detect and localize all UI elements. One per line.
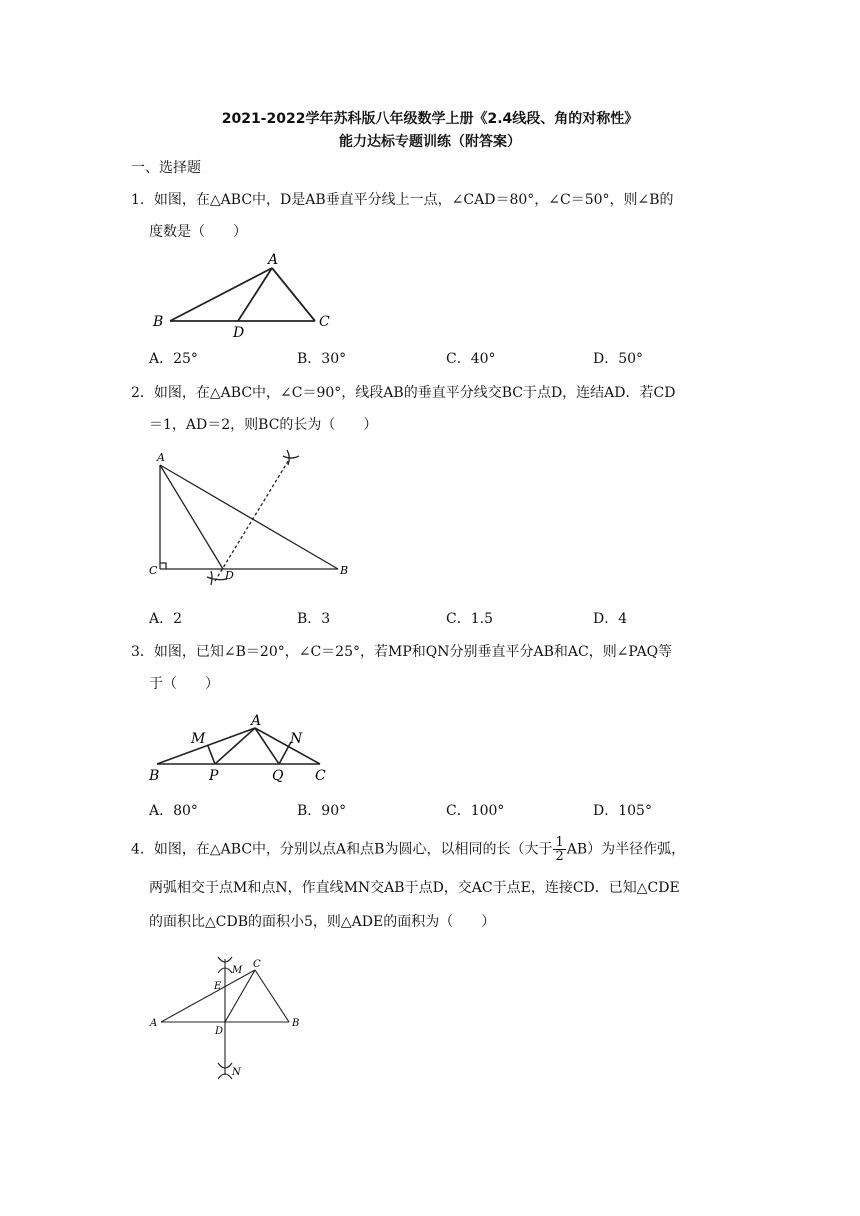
q4-label-N: N [232, 1067, 241, 1078]
q3-label-B: B [149, 768, 160, 784]
q1-option-d: D．50° [593, 351, 644, 367]
q2-label-C: C [149, 564, 158, 577]
q1-label-B: B [153, 314, 164, 330]
q3-text-line1: 3．如图，已知∠B＝20°，∠C＝25°，若MP和QN分别垂直平分AB和AC，则∠PAQ等 [131, 644, 673, 660]
q4-figure [145, 945, 315, 1090]
q2-option-a: A．2 [149, 611, 183, 627]
q3-option-d: D．105° [593, 803, 652, 819]
q3-label-A: A [251, 713, 262, 729]
q4-text-line1-a: 4．如图，在△ABC中，分别以点A和点B为圆心，以相同的长（大于 [131, 841, 553, 858]
q4-text-line3: 的面积比△CDB的面积小5，则△ADE的面积为（ ） [149, 914, 496, 930]
q4-label-B: B [292, 1018, 300, 1029]
q2-text-line2: ＝1，AD＝2，则BC的长为（ ） [149, 417, 378, 433]
q4-label-A: A [150, 1018, 158, 1029]
q3-label-N: N [290, 731, 303, 747]
q3-label-P: P [209, 768, 219, 784]
doc-title-line1: 2021-2022学年苏科版八年级数学上册《2.4线段、角的对称性》 [221, 111, 639, 127]
q1-option-b: B．30° [297, 351, 347, 367]
q2-option-d: D．4 [593, 611, 628, 627]
q2-label-A: A [157, 451, 165, 464]
section-heading: 一、选择题 [131, 160, 201, 176]
q2-option-c: C．1.5 [446, 611, 493, 627]
q2-figure [145, 443, 360, 591]
q1-label-C: C [319, 314, 330, 330]
q2-label-B: B [340, 564, 349, 577]
q4-label-D: D [215, 1026, 224, 1037]
q1-label-A: A [268, 252, 279, 268]
q4-text-line1 [131, 836, 685, 863]
q2-label-D: D [225, 569, 234, 582]
q4-label-E: E [214, 981, 222, 992]
q4-fraction: $\frac{1}{2}$ [555, 835, 564, 864]
q4-label-C: C [253, 959, 261, 970]
doc-title-line2: 能力达标专题训练（附答案） [339, 134, 521, 150]
q3-option-c: C．100° [446, 803, 505, 819]
q4-label-M: M [232, 965, 243, 976]
q3-label-Q: Q [272, 768, 284, 784]
q3-option-b: B．90° [297, 803, 347, 819]
q4-text-line1-b: AB）为半径作弧， [566, 841, 686, 858]
q1-figure [145, 248, 345, 343]
q3-label-M: M [191, 731, 206, 747]
q3-text-line2: 于（ ） [149, 676, 219, 692]
q1-text-line2: 度数是（ ） [149, 224, 247, 240]
q3-option-a: A．80° [149, 803, 198, 819]
q3-figure [145, 708, 345, 788]
q1-option-c: C．40° [446, 351, 496, 367]
q2-option-b: B．3 [297, 611, 331, 627]
q1-text-line1: 1．如图，在△ABC中，D是AB垂直平分线上一点，∠CAD＝80°，∠C＝50°，则∠B的 [131, 192, 674, 208]
q2-text-line1: 2．如图，在△ABC中，∠C＝90°，线段AB的垂直平分线交BC于点D，连结AD．若CD [131, 385, 676, 401]
q4-text-line2: 两弧相交于点M和点N，作直线MN交AB于点D，交AC于点E，连接CD．已知△CDE [149, 880, 680, 896]
q1-option-a: A．25° [149, 351, 198, 367]
q1-label-D: D [233, 325, 245, 341]
q3-label-C: C [315, 768, 326, 784]
